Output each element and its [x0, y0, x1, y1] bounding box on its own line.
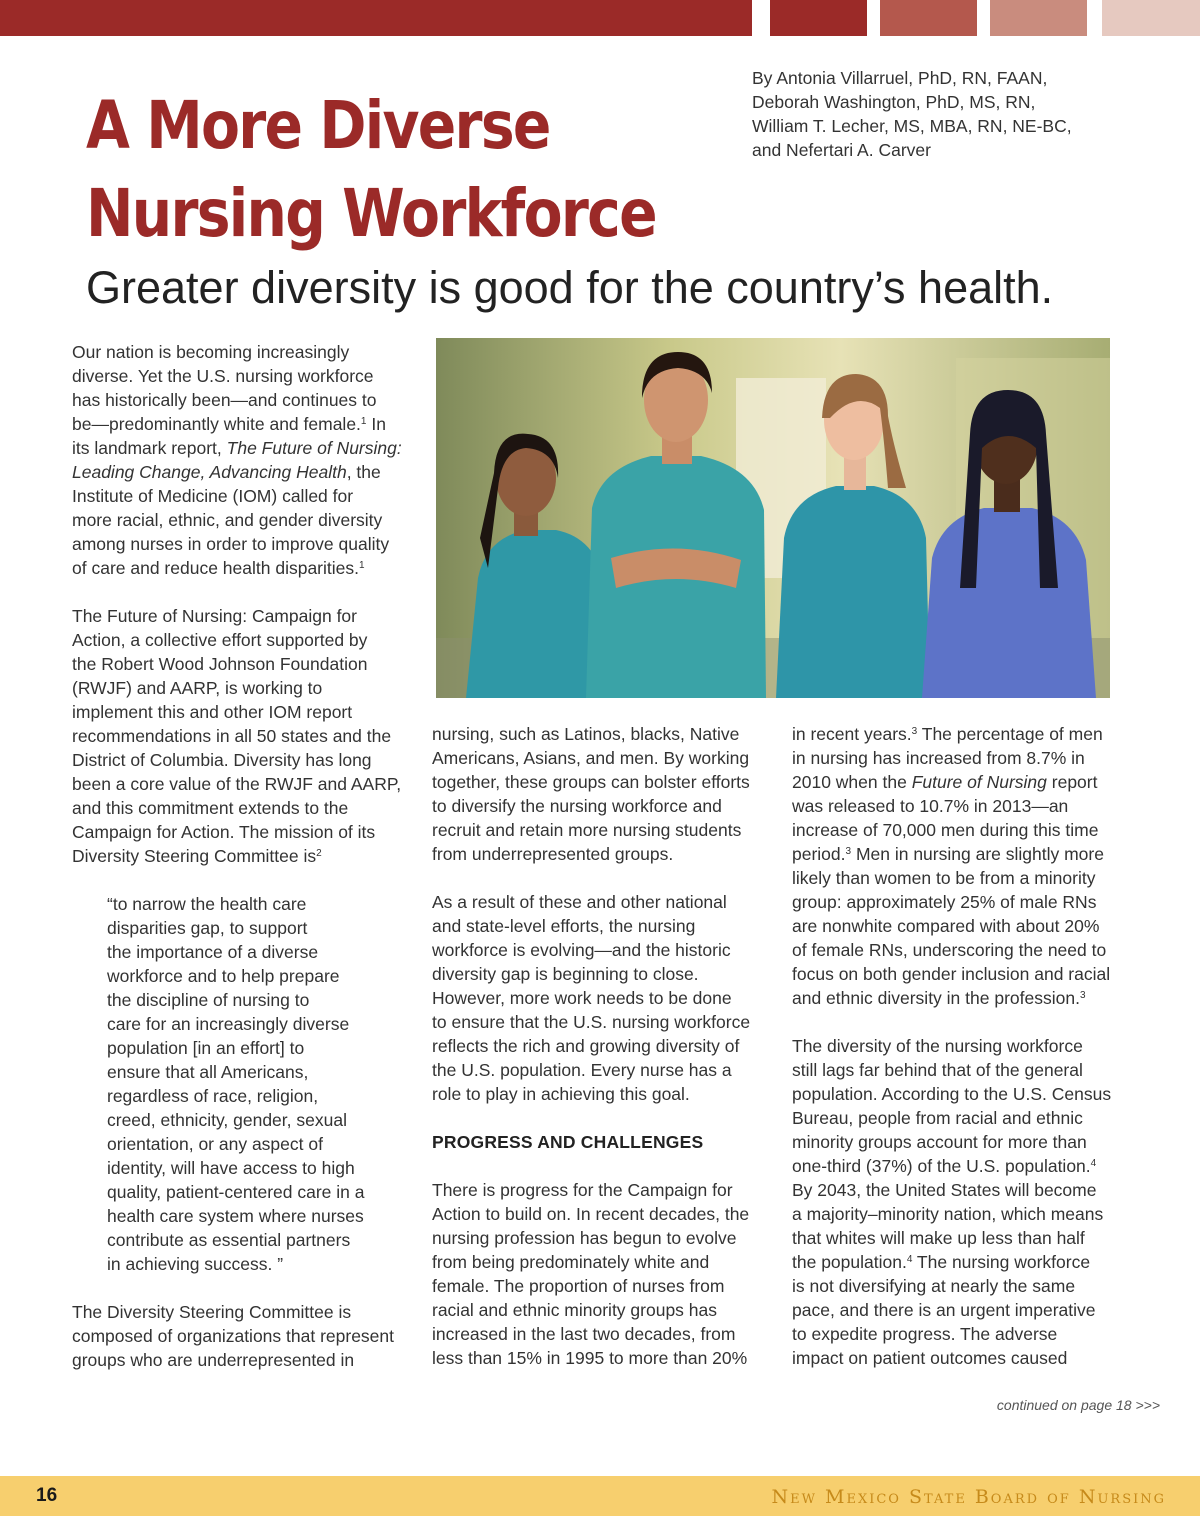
text-line: nursing, such as Latinos, blacks, Native	[432, 724, 740, 744]
text-line: As a result of these and other national	[432, 892, 727, 912]
text-fragment: The nursing workforce	[912, 1252, 1091, 1272]
text-line	[72, 556, 417, 580]
text-line: the Robert Wood Johnson Foundation	[72, 654, 368, 674]
text-line: among nurses in order to improve quality	[72, 534, 390, 554]
text-line	[72, 412, 417, 436]
color-bar-3	[880, 0, 977, 36]
byline-line: and Nefertari A. Carver	[752, 140, 931, 160]
text-line: that whites will make up less than half	[792, 1228, 1085, 1248]
text-line: reflects the rich and growing diversity of	[432, 1036, 740, 1056]
text-line: Americans, Asians, and men. By working	[432, 748, 750, 768]
text-fragment: of care and reduce health disparities.	[72, 558, 359, 578]
quote-line: creed, ethnicity, gender, sexual	[107, 1110, 347, 1130]
page-footer	[0, 1476, 1200, 1516]
text-line: composed of organizations that represent	[72, 1326, 394, 1346]
quote-line: regardless of race, religion,	[107, 1086, 319, 1106]
text-line: to ensure that the U.S. nursing workforce	[432, 1012, 751, 1032]
header-color-bars	[0, 0, 1200, 36]
text-fragment: report	[1046, 772, 1098, 792]
quote-line: orientation, or any aspect of	[107, 1134, 323, 1154]
text-fragment: , the	[346, 462, 381, 482]
text-line: are nonwhite compared with about 20%	[792, 916, 1100, 936]
text-line: together, these groups can bolster efforts	[432, 772, 750, 792]
text-line	[792, 1250, 1132, 1274]
footnote-ref: 4	[906, 1254, 913, 1265]
footnote-ref: 1	[360, 416, 367, 427]
text-line: pace, and there is an urgent imperative	[792, 1300, 1096, 1320]
text-line: role to play in achieving this goal.	[432, 1084, 690, 1104]
text-line	[792, 770, 1132, 794]
article-column-1	[72, 340, 417, 1396]
text-line: focus on both gender inclusion and racial	[792, 964, 1111, 984]
page-number: 16	[36, 1485, 58, 1506]
text-line: Bureau, people from racial and ethnic	[792, 1108, 1083, 1128]
text-fragment: in recent years.	[792, 724, 912, 744]
text-line: There is progress for the Campaign for	[432, 1180, 733, 1200]
text-line: racial and ethnic minority groups has	[432, 1300, 718, 1320]
paragraph	[432, 722, 770, 866]
text-line: recruit and retain more nursing students	[432, 820, 742, 840]
continued-link[interactable]: continued on page 18 >>>	[996, 1397, 1160, 1413]
text-line: diversity gap is beginning to close.	[432, 964, 699, 984]
paragraph	[432, 890, 770, 1106]
text-line: the U.S. population. Every nurse has a	[432, 1060, 732, 1080]
text-line: been a core value of the RWJF and AARP,	[72, 774, 402, 794]
text-line	[792, 1154, 1132, 1178]
text-line	[792, 722, 1132, 746]
footnote-ref: 3	[845, 846, 852, 857]
article-title	[86, 82, 656, 258]
text-line: increase of 70,000 men during this time	[792, 820, 1099, 840]
text-line: implement this and other IOM report	[72, 702, 353, 722]
quote-line: health care system where nurses	[107, 1206, 364, 1226]
byline-line: William T. Lecher, MS, MBA, RN, NE-BC,	[752, 116, 1072, 136]
text-fragment: 2010 when the	[792, 772, 912, 792]
paragraph	[792, 722, 1132, 1010]
title-line-2: Nursing Workforce	[86, 175, 656, 252]
text-line: The Diversity Steering Committee is	[72, 1302, 352, 1322]
paragraph	[792, 1034, 1132, 1370]
mission-quote	[107, 892, 417, 1276]
paragraph	[72, 604, 417, 868]
byline-line: Deborah Washington, PhD, MS, RN,	[752, 92, 1036, 112]
quote-line: the discipline of nursing to	[107, 990, 310, 1010]
quote-line: “to narrow the health care	[107, 894, 307, 914]
footnote-ref: 1	[358, 560, 365, 571]
text-line: to expedite progress. The adverse	[792, 1324, 1058, 1344]
text-line: (RWJF) and AARP, is working to	[72, 678, 323, 698]
text-line: District of Columbia. Diversity has long	[72, 750, 372, 770]
text-fragment: period.	[792, 844, 846, 864]
text-line: The Future of Nursing: Campaign for	[72, 606, 357, 626]
color-bar-4	[990, 0, 1087, 36]
text-line: from being predominately white and	[432, 1252, 710, 1272]
quote-line: disparities gap, to support	[107, 918, 308, 938]
paragraph	[72, 340, 417, 580]
color-bar-1	[0, 0, 752, 36]
nurses-illustration	[436, 338, 1110, 698]
quote-line: identity, will have access to high	[107, 1158, 355, 1178]
text-line: of female RNs, underscoring the need to	[792, 940, 1107, 960]
text-line: The diversity of the nursing workforce	[792, 1036, 1083, 1056]
text-line: female. The proportion of nurses from	[432, 1276, 725, 1296]
text-line: increased in the last two decades, from	[432, 1324, 736, 1344]
quote-line: care for an increasingly diverse	[107, 1014, 350, 1034]
text-line: Campaign for Action. The mission of its	[72, 822, 376, 842]
text-line: By 2043, the United States will become	[792, 1180, 1097, 1200]
text-line: still lags far behind that of the general	[792, 1060, 1083, 1080]
quote-line: in achieving success. ”	[107, 1254, 284, 1274]
article-column-2	[432, 722, 770, 1394]
text-line: population. According to the U.S. Census	[792, 1084, 1112, 1104]
text-line: Institute of Medicine (IOM) called for	[72, 486, 354, 506]
byline-line: By Antonia Villarruel, PhD, RN, FAAN,	[752, 68, 1048, 88]
footnote-ref: 3	[1079, 990, 1086, 1001]
text-line: was released to 10.7% in 2013—an	[792, 796, 1069, 816]
text-fragment: one-third (37%) of the U.S. population.	[792, 1156, 1091, 1176]
text-line: has historically been—and continues to	[72, 390, 377, 410]
author-byline	[752, 66, 1172, 162]
text-line: groups who are underrepresented in	[72, 1350, 355, 1370]
text-line: likely than women to be from a minority	[792, 868, 1096, 888]
footnote-ref: 4	[1090, 1158, 1097, 1169]
text-line: is not diversifying at nearly the same	[792, 1276, 1076, 1296]
text-line: in nursing has increased from 8.7% in	[792, 748, 1085, 768]
footnote-ref: 2	[316, 848, 322, 859]
text-line: less than 15% in 1995 to more than 20%	[432, 1348, 748, 1368]
text-line: minority groups account for more than	[792, 1132, 1087, 1152]
text-fragment: its landmark report,	[72, 438, 227, 458]
text-fragment: the population.	[792, 1252, 907, 1272]
color-bar-2	[770, 0, 867, 36]
text-line: Action, a collective effort supported by	[72, 630, 368, 650]
text-line: group: approximately 25% of male RNs	[792, 892, 1097, 912]
text-line: nursing profession has begun to evolve	[432, 1228, 737, 1248]
text-line	[792, 986, 1132, 1010]
text-line: more racial, ethnic, and gender diversity	[72, 510, 383, 530]
nurses-photo	[436, 338, 1110, 698]
text-fragment: Men in nursing are slightly more	[851, 844, 1104, 864]
quote-line: the importance of a diverse	[107, 942, 319, 962]
text-line: to diversify the nursing workforce and	[432, 796, 722, 816]
section-heading: PROGRESS AND CHALLENGES	[432, 1132, 704, 1152]
title-line-1: A More Diverse	[86, 87, 550, 164]
text-line: recommendations in all 50 states and the	[72, 726, 392, 746]
text-line: diverse. Yet the U.S. nursing workforce	[72, 366, 374, 386]
text-line	[72, 436, 417, 460]
text-line: and this commitment extends to the	[72, 798, 349, 818]
text-line: a majority–minority nation, which means	[792, 1204, 1104, 1224]
footnote-ref: 3	[911, 726, 918, 737]
report-title-italic: Leading Change, Advancing Health	[72, 462, 347, 482]
text-line: Our nation is becoming increasingly	[72, 342, 350, 362]
report-title-italic: Future of Nursing	[911, 772, 1047, 792]
quote-line: workforce and to help prepare	[107, 966, 340, 986]
quote-line: population [in an effort] to	[107, 1038, 305, 1058]
publication-name: New Mexico State Board of Nursing	[771, 1486, 1166, 1508]
article-subtitle: Greater diversity is good for the country’s health.	[86, 262, 1054, 313]
text-fragment: be—predominantly white and female.	[72, 414, 361, 434]
text-line	[72, 844, 417, 868]
text-fragment: Diversity Steering Committee is	[72, 846, 317, 866]
text-line	[792, 842, 1132, 866]
report-title-italic: The Future of Nursing:	[226, 438, 402, 458]
text-line: impact on patient outcomes caused	[792, 1348, 1068, 1368]
quote-line: ensure that all Americans,	[107, 1062, 309, 1082]
text-line: workforce is evolving—and the historic	[432, 940, 731, 960]
text-line: However, more work needs to be done	[432, 988, 732, 1008]
paragraph	[432, 1178, 770, 1370]
text-line	[72, 460, 417, 484]
text-fragment: The percentage of men	[917, 724, 1103, 744]
quote-line: contribute as essential partners	[107, 1230, 351, 1250]
text-fragment: In	[366, 414, 386, 434]
text-fragment: and ethnic diversity in the profession.	[792, 988, 1080, 1008]
text-line: Action to build on. In recent decades, the	[432, 1204, 750, 1224]
quote-line: quality, patient-centered care in a	[107, 1182, 365, 1202]
color-bar-5	[1102, 0, 1200, 36]
text-line: from underrepresented groups.	[432, 844, 674, 864]
article-column-3	[792, 722, 1132, 1394]
text-line: and state-level efforts, the nursing	[432, 916, 696, 936]
paragraph	[72, 1300, 417, 1372]
